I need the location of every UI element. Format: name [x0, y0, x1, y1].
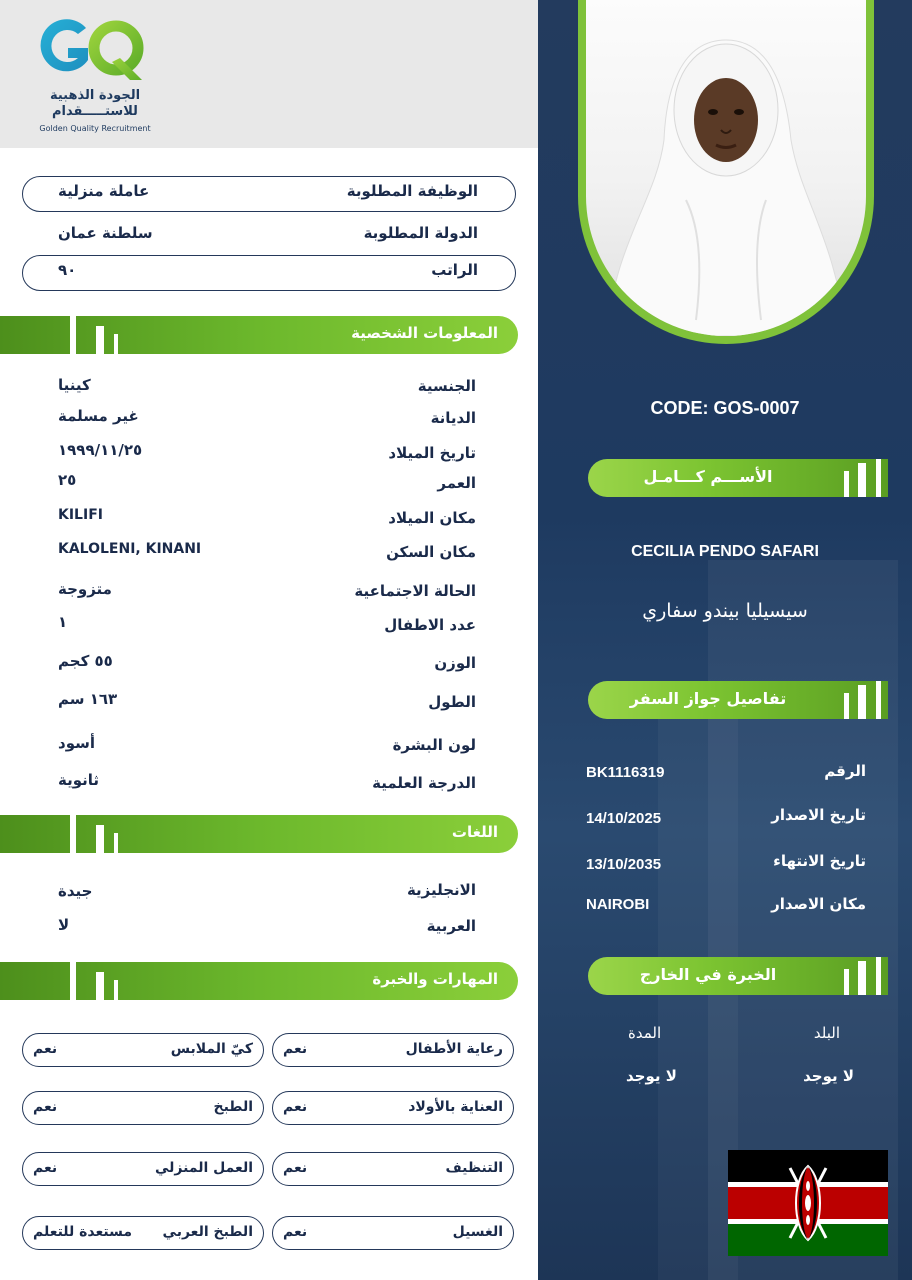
expiry-date-value: 13/10/2035 [586, 856, 662, 873]
gq-logo-icon [38, 14, 148, 84]
skill-value: نعم [33, 1099, 58, 1115]
fullname-title: الأســـم كـــامـل [643, 467, 773, 486]
candidate-photo [586, 0, 866, 336]
skill-name: الطبخ العربي [162, 1224, 253, 1240]
name-english: CECILIA PENDO SAFARI [631, 543, 819, 560]
marital-status-label: الحالة الاجتماعية [354, 582, 476, 600]
languages-title: اللغات [451, 823, 498, 841]
skill-arabic-cooking [22, 1216, 264, 1250]
birthplace-label: مكان الميلاد [388, 509, 476, 527]
passport-header [588, 681, 888, 719]
experience-duration-value: لا يوجد [626, 1067, 677, 1085]
skill-value: نعم [33, 1041, 58, 1057]
experience-title: الخبرة في الخارج [639, 965, 777, 984]
marital-status-value: متزوجة [58, 580, 112, 598]
arabic-label: العربية [426, 917, 476, 935]
personal-info-header [0, 316, 518, 354]
skill-housework [22, 1152, 264, 1186]
skill-name: التنظيف [445, 1160, 503, 1176]
skill-name: الغسيل [452, 1224, 503, 1240]
issue-date-value: 14/10/2025 [586, 810, 662, 827]
height-value: ١٦٣ سم [58, 690, 118, 708]
skills-header [0, 962, 518, 1000]
experience-country-header: البلد [813, 1024, 840, 1042]
skill-name: رعاية الأطفال [405, 1041, 503, 1057]
job-country-value: سلطنة عمان [58, 224, 153, 242]
skill-name: الطبخ [213, 1099, 253, 1115]
skill-name: العمل المنزلي [155, 1160, 253, 1176]
person-portrait-icon [586, 0, 866, 336]
skill-childcare [272, 1033, 514, 1067]
english-value: جيدة [58, 882, 93, 900]
logo-area [0, 0, 538, 148]
skill-value: نعم [283, 1041, 308, 1057]
salary-value: ٩٠ [58, 261, 77, 279]
skill-name: العناية بالأولاد [408, 1099, 503, 1115]
nationality-label: الجنسية [417, 377, 476, 395]
skill-value: نعم [283, 1224, 308, 1240]
passport-title: تفاصيل جواز السفر [629, 689, 787, 708]
passport-number-label: الرقم [824, 762, 866, 780]
weight-label: الوزن [434, 654, 476, 672]
birthdate-label: تاريخ الميلاد [388, 444, 476, 462]
education-value: ثانوية [58, 771, 100, 789]
skill-washing [272, 1216, 514, 1250]
weight-value: ٥٥ كجم [58, 652, 113, 670]
skill-value: مستعدة للتعلم [33, 1224, 133, 1240]
photo-frame [578, 0, 874, 344]
issue-date-label: تاريخ الاصدار [771, 806, 866, 824]
skill-name: كيّ الملابس [170, 1041, 253, 1057]
logo-english: Golden Quality Recruitment [39, 124, 151, 133]
name-arabic: سيسيليا بيندو سفاري [642, 600, 808, 622]
nationality-value: كينيا [58, 376, 91, 394]
skill-ironing [22, 1033, 264, 1067]
fullname-header [588, 459, 888, 497]
birthplace-value: KILIFI [58, 507, 103, 523]
job-position-value: عاملة منزلية [58, 182, 150, 200]
skin-color-label: لون البشرة [392, 736, 476, 754]
skill-cooking [22, 1091, 264, 1125]
skill-cleaning [272, 1152, 514, 1186]
issue-place-value: NAIROBI [586, 896, 650, 913]
experience-header [588, 957, 888, 995]
salary-label: الراتب [431, 261, 478, 279]
right-panel [538, 0, 912, 1280]
skills-title: المهارات والخبرة [372, 970, 498, 988]
children-label: عدد الاطفال [384, 616, 476, 634]
education-label: الدرجة العلمية [372, 774, 476, 792]
personal-info-title: المعلومات الشخصية [351, 324, 498, 342]
skill-value: نعم [283, 1160, 308, 1176]
skill-value: نعم [283, 1099, 308, 1115]
height-label: الطول [428, 693, 476, 711]
issue-place-label: مكان الاصدار [771, 895, 866, 913]
english-label: الانجليزية [406, 881, 476, 899]
skill-kids-care [272, 1091, 514, 1125]
age-value: ٢٥ [58, 471, 77, 489]
religion-value: غير مسلمة [58, 407, 139, 425]
logo-arabic-line1: الجودة الذهبية [49, 88, 141, 103]
residence-label: مكان السكن [386, 543, 476, 561]
skin-color-value: أسود [58, 734, 95, 752]
job-country-label: الدولة المطلوبة [363, 224, 478, 242]
candidate-code: CODE: GOS-0007 [650, 398, 800, 418]
experience-country-value: لا يوجد [803, 1067, 854, 1085]
expiry-date-label: تاريخ الانتهاء [773, 852, 866, 870]
passport-number-value: BK1116319 [586, 764, 665, 781]
job-position-label: الوظيفة المطلوبة [346, 182, 478, 200]
age-label: العمر [437, 474, 476, 492]
experience-duration-header: المدة [628, 1024, 662, 1042]
arabic-value: لا [58, 916, 70, 934]
religion-label: الديانة [430, 409, 476, 427]
birthdate-value: ١٩٩٩/١١/٢٥ [58, 441, 143, 459]
kenya-flag-icon [728, 1150, 888, 1256]
children-value: ١ [58, 613, 68, 631]
residence-value: KALOLENI, KINANI [58, 541, 202, 557]
languages-header [0, 815, 518, 853]
skill-value: نعم [33, 1160, 58, 1176]
logo-arabic-line2: للاستـــــقدام [52, 104, 138, 119]
